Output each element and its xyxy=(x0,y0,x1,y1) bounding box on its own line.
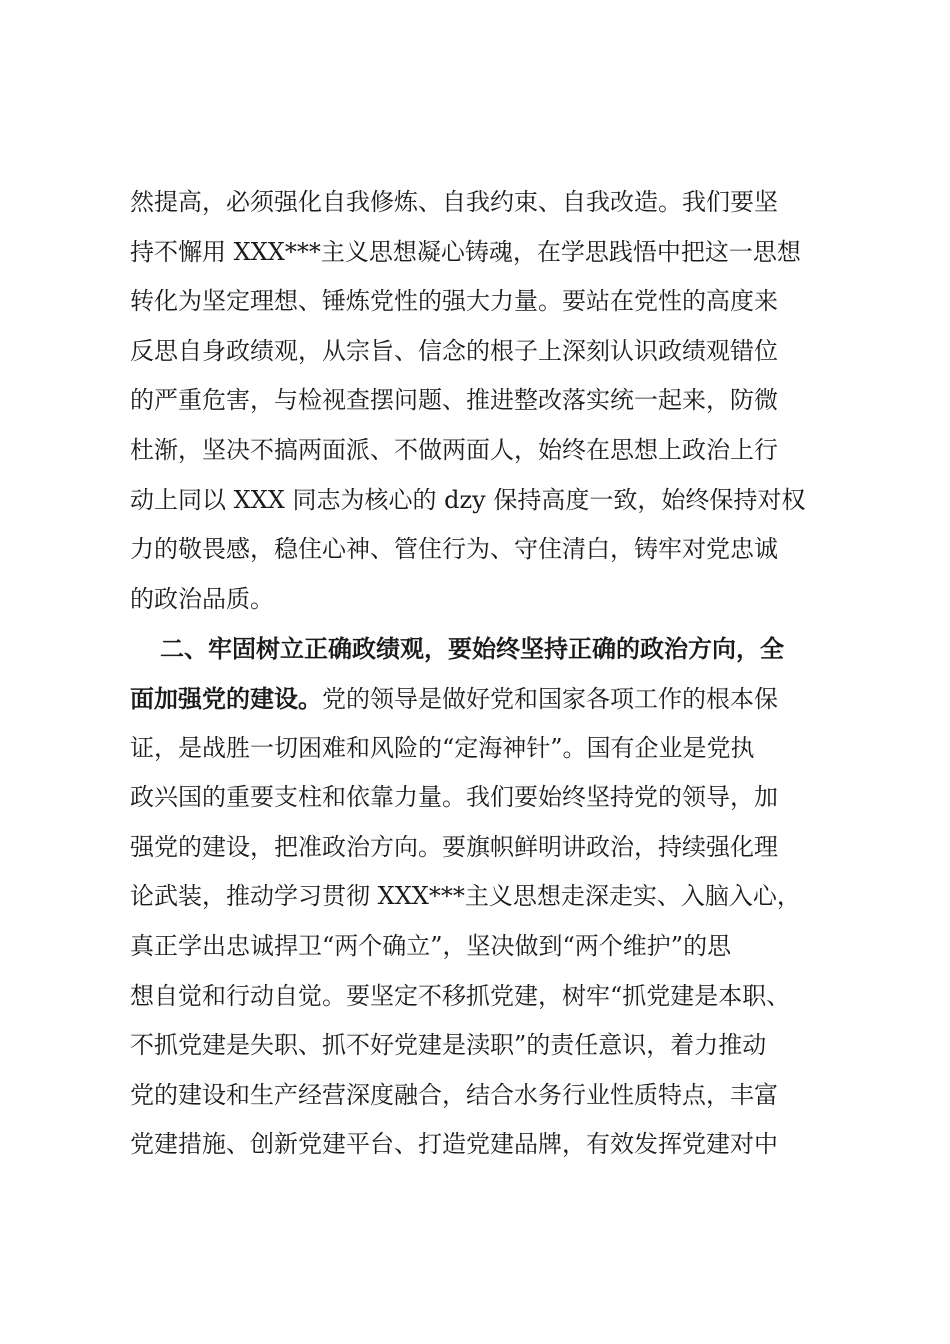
paragraph-line: 不抓党建是失职、抓不好党建是渎职”的责任意识，着力推动 xyxy=(130,1031,767,1060)
paragraph-line: 的严重危害，与检视查摆问题、推进整改落实统一起来，防微 xyxy=(130,386,778,415)
section-heading-line: 二、牢固树立正确政绩观，要始终坚持正确的政治方向，全 xyxy=(160,634,784,664)
document-body xyxy=(130,178,850,1170)
paragraph-line: 真正学出忠诚捍卫“两个确立”，坚决做到“两个维护”的思 xyxy=(130,931,732,960)
paragraph-line: 政兴国的重要支柱和依靠力量。我们要始终坚持党的领导，加 xyxy=(130,783,778,812)
section-heading-continuation xyxy=(130,674,850,724)
paragraph-line: 强党的建设，把准政治方向。要旗帜鲜明讲政治，持续强化理 xyxy=(130,832,778,861)
paragraph-line: 反思自身政绩观，从宗旨、信念的根子上深刻认识政绩观错位 xyxy=(130,336,778,365)
paragraph-line: 证，是战胜一切困难和风险的“定海神针”。国有企业是党执 xyxy=(130,733,755,762)
paragraph-line: 力的敬畏感，稳住心神、管住行为、守住清白，铸牢对党忠诚 xyxy=(130,535,778,564)
paragraph-line: 动上同以 XXX 同志为核心的 dzy 保持高度一致，始终保持对权 xyxy=(130,485,806,514)
paragraph-line: 党的建设和生产经营深度融合，结合水务行业性质特点，丰富 xyxy=(130,1080,778,1109)
paragraph-line: 想自觉和行动自觉。要坚定不移抓党建，树牢“抓党建是本职、 xyxy=(130,981,791,1010)
paragraph-line: 杜渐，坚决不搞两面派、不做两面人，始终在思想上政治上行 xyxy=(130,435,778,464)
paragraph-line: 然提高，必须强化自我修炼、自我约束、自我改造。我们要坚 xyxy=(130,188,778,216)
section-heading-text: 面加强党的建设。 xyxy=(130,683,322,713)
paragraph-line: 转化为坚定理想、锤炼党性的强大力量。要站在党性的高度来 xyxy=(130,287,778,316)
section-body-text: 党的领导是做好党和国家各项工作的根本保 xyxy=(322,684,778,713)
paragraph-line: 持不懈用 XXX***主义思想凝心铸魂，在学思践悟中把这一思想 xyxy=(130,237,801,266)
paragraph-line: 论武装，推动学习贯彻 XXX***主义思想走深走实、入脑入心， xyxy=(130,882,801,911)
paragraph-line: 党建措施、创新党建平台、打造党建品牌，有效发挥党建对中 xyxy=(130,1130,778,1159)
paragraph-line: 的政治品质。 xyxy=(130,584,274,613)
